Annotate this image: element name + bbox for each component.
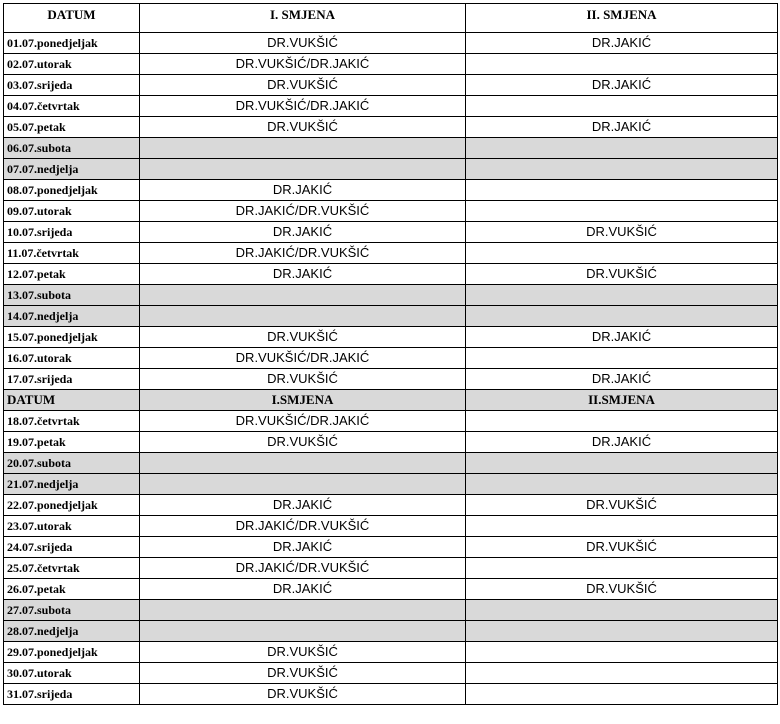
row-shift2 <box>466 243 778 264</box>
table-row <box>4 75 778 96</box>
row-shift1 <box>140 600 466 621</box>
row-date: 30.07.utorak <box>4 663 140 684</box>
row-date: 13.07.subota <box>4 285 140 306</box>
row-shift2 <box>466 306 778 327</box>
table-row <box>4 474 778 495</box>
row-date: 04.07.četvrtak <box>4 96 140 117</box>
row-date: 26.07.petak <box>4 579 140 600</box>
row-shift2: DR.JAKIĆ <box>466 33 778 54</box>
row-shift2 <box>466 600 778 621</box>
mid-header-shift1: I.SMJENA <box>140 390 466 411</box>
row-shift2 <box>466 180 778 201</box>
row-date: 06.07.subota <box>4 138 140 159</box>
row-shift1: DR.JAKIĆ/DR.VUKŠIĆ <box>140 558 466 579</box>
row-date: 12.07.petak <box>4 264 140 285</box>
row-date: 21.07.nedjelja <box>4 474 140 495</box>
row-date: 17.07.srijeda <box>4 369 140 390</box>
table-row <box>4 642 778 663</box>
table-row <box>4 327 778 348</box>
row-shift1: DR.JAKIĆ/DR.VUKŠIĆ <box>140 243 466 264</box>
row-shift2 <box>466 558 778 579</box>
table-row <box>4 453 778 474</box>
row-date: 31.07.srijeda <box>4 684 140 705</box>
row-shift1: DR.JAKIĆ <box>140 537 466 558</box>
row-date: 24.07.srijeda <box>4 537 140 558</box>
row-shift2 <box>466 201 778 222</box>
table-row <box>4 138 778 159</box>
table-row <box>4 96 778 117</box>
row-shift1: DR.VUKŠIĆ <box>140 117 466 138</box>
row-shift1 <box>140 138 466 159</box>
row-shift1: DR.VUKŠIĆ <box>140 75 466 96</box>
row-date: 22.07.ponedjeljak <box>4 495 140 516</box>
row-date: 07.07.nedjelja <box>4 159 140 180</box>
row-shift2: DR.VUKŠIĆ <box>466 579 778 600</box>
row-shift1 <box>140 159 466 180</box>
schedule-body <box>4 4 778 705</box>
table-row <box>4 495 778 516</box>
table-row <box>4 516 778 537</box>
row-shift2: DR.JAKIĆ <box>466 369 778 390</box>
table-row <box>4 432 778 453</box>
row-date: 09.07.utorak <box>4 201 140 222</box>
row-date: 05.07.petak <box>4 117 140 138</box>
row-date: 11.07.četvrtak <box>4 243 140 264</box>
row-shift2 <box>466 474 778 495</box>
table-row <box>4 180 778 201</box>
row-shift2 <box>466 96 778 117</box>
table-row <box>4 222 778 243</box>
table-header-row <box>4 4 778 33</box>
row-shift2: DR.JAKIĆ <box>466 327 778 348</box>
header-shift2: II. SMJENA <box>466 4 778 33</box>
table-row <box>4 54 778 75</box>
table-row <box>4 117 778 138</box>
table-row <box>4 306 778 327</box>
row-shift2 <box>466 684 778 705</box>
row-date: 23.07.utorak <box>4 516 140 537</box>
row-shift1: DR.VUKŠIĆ <box>140 684 466 705</box>
row-date: 01.07.ponedjeljak <box>4 33 140 54</box>
row-date: 19.07.petak <box>4 432 140 453</box>
table-row <box>4 348 778 369</box>
row-shift2 <box>466 54 778 75</box>
row-shift1: DR.VUKŠIĆ/DR.JAKIĆ <box>140 96 466 117</box>
table-row <box>4 558 778 579</box>
row-shift1 <box>140 621 466 642</box>
row-shift2: DR.JAKIĆ <box>466 432 778 453</box>
row-shift2: DR.VUKŠIĆ <box>466 537 778 558</box>
row-date: 08.07.ponedjeljak <box>4 180 140 201</box>
row-date: 02.07.utorak <box>4 54 140 75</box>
row-shift1: DR.JAKIĆ <box>140 579 466 600</box>
row-date: 20.07.subota <box>4 453 140 474</box>
row-shift1: DR.VUKŠIĆ <box>140 663 466 684</box>
row-shift2: DR.VUKŠIĆ <box>466 222 778 243</box>
row-shift1 <box>140 285 466 306</box>
row-date: 28.07.nedjelja <box>4 621 140 642</box>
header-shift1: I. SMJENA <box>140 4 466 33</box>
table-row <box>4 600 778 621</box>
table-row <box>4 663 778 684</box>
row-shift2: DR.VUKŠIĆ <box>466 495 778 516</box>
table-row <box>4 411 778 432</box>
row-shift1: DR.JAKIĆ <box>140 222 466 243</box>
row-date: 15.07.ponedjeljak <box>4 327 140 348</box>
row-shift1: DR.VUKŠIĆ/DR.JAKIĆ <box>140 54 466 75</box>
row-shift2 <box>466 159 778 180</box>
row-shift2 <box>466 663 778 684</box>
row-shift2 <box>466 411 778 432</box>
row-shift1 <box>140 306 466 327</box>
table-row <box>4 684 778 705</box>
row-shift2: DR.JAKIĆ <box>466 117 778 138</box>
row-shift1: DR.JAKIĆ/DR.VUKŠIĆ <box>140 201 466 222</box>
row-date: 29.07.ponedjeljak <box>4 642 140 663</box>
row-date: 03.07.srijeda <box>4 75 140 96</box>
schedule-table <box>3 3 778 705</box>
row-shift1: DR.JAKIĆ <box>140 180 466 201</box>
row-date: 25.07.četvrtak <box>4 558 140 579</box>
row-shift1: DR.VUKŠIĆ <box>140 369 466 390</box>
table-row <box>4 537 778 558</box>
table-mid-header-row <box>4 390 778 411</box>
mid-header-shift2: II.SMJENA <box>466 390 778 411</box>
table-row <box>4 264 778 285</box>
table-row <box>4 243 778 264</box>
row-shift2 <box>466 285 778 306</box>
row-shift2 <box>466 516 778 537</box>
table-row <box>4 159 778 180</box>
row-shift2 <box>466 138 778 159</box>
row-shift2 <box>466 348 778 369</box>
table-row <box>4 621 778 642</box>
table-row <box>4 285 778 306</box>
row-shift1: DR.VUKŠIĆ/DR.JAKIĆ <box>140 411 466 432</box>
table-row <box>4 369 778 390</box>
row-shift1: DR.VUKŠIĆ <box>140 432 466 453</box>
row-date: 18.07.četvrtak <box>4 411 140 432</box>
table-row <box>4 579 778 600</box>
row-shift1 <box>140 474 466 495</box>
row-shift1 <box>140 453 466 474</box>
row-date: 10.07.srijeda <box>4 222 140 243</box>
header-date: DATUM <box>4 4 140 33</box>
row-date: 16.07.utorak <box>4 348 140 369</box>
row-shift1: DR.VUKŠIĆ <box>140 642 466 663</box>
row-shift1: DR.VUKŠIĆ <box>140 33 466 54</box>
row-shift2 <box>466 453 778 474</box>
row-shift1: DR.JAKIĆ/DR.VUKŠIĆ <box>140 516 466 537</box>
row-shift1: DR.VUKŠIĆ/DR.JAKIĆ <box>140 348 466 369</box>
row-date: 14.07.nedjelja <box>4 306 140 327</box>
row-shift2 <box>466 642 778 663</box>
table-row <box>4 33 778 54</box>
row-date: 27.07.subota <box>4 600 140 621</box>
row-shift1: DR.JAKIĆ <box>140 264 466 285</box>
row-shift2: DR.VUKŠIĆ <box>466 264 778 285</box>
row-shift1: DR.JAKIĆ <box>140 495 466 516</box>
row-shift2 <box>466 621 778 642</box>
row-shift2: DR.JAKIĆ <box>466 75 778 96</box>
table-row <box>4 201 778 222</box>
row-shift1: DR.VUKŠIĆ <box>140 327 466 348</box>
mid-header-date: DATUM <box>4 390 140 411</box>
